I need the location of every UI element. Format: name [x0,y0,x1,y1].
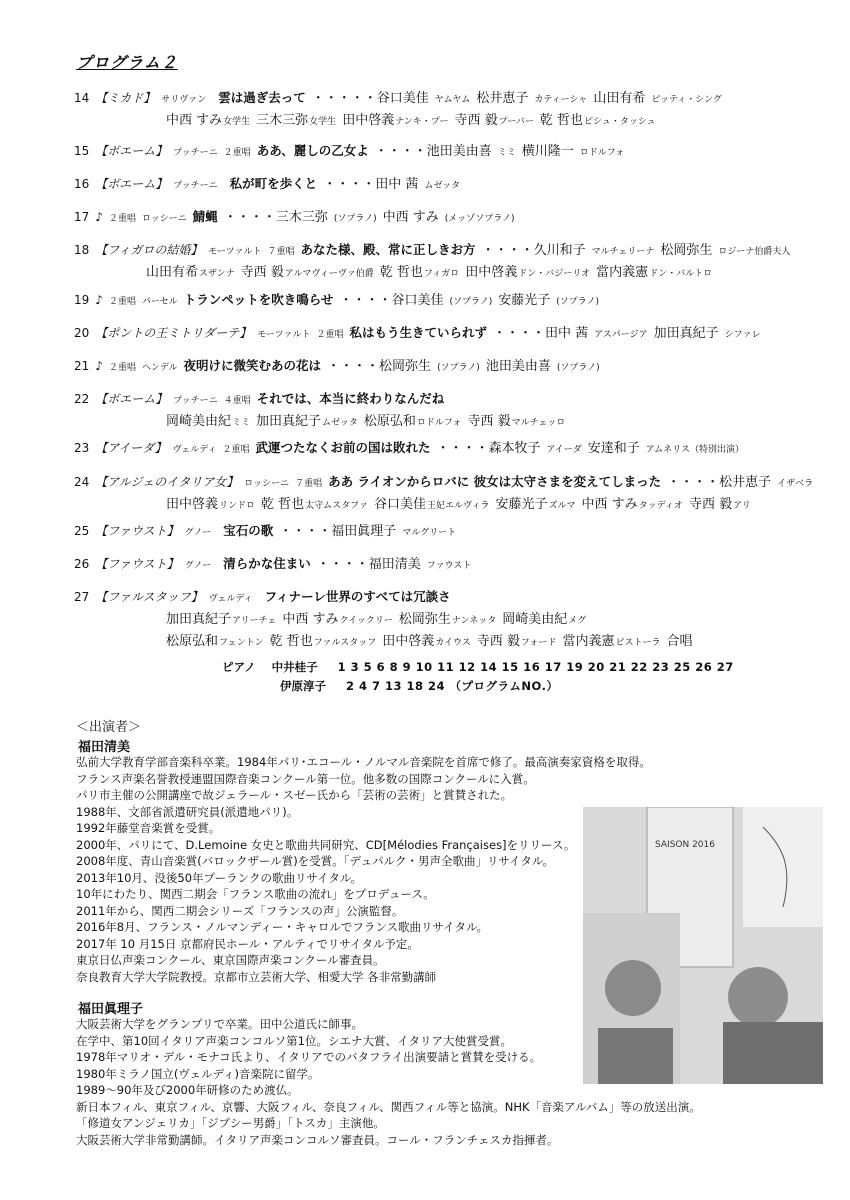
program-line [74,262,796,284]
item-part: ・・・・松岡弥生 [327,359,432,374]
item-part: ・・・・福田清美 [316,557,421,572]
performer-name: 當内義憲 [596,265,649,280]
item-part: ♪ [95,210,103,224]
item-part: 【ボエーム】 [95,144,168,158]
item-part: 【ファルスタッフ】 [95,590,203,604]
performer-name: 田中啓義 [342,113,395,128]
program-line [74,144,630,158]
item-number: 17 [74,210,90,224]
item-part: ロッシーニ [141,214,187,224]
item-part: ミミ [497,148,516,158]
role-name: マルチェッロ [511,418,566,428]
performer-name: 乾 哲也 [269,634,313,649]
program-item [74,554,477,576]
role-name: リンドロ [219,501,256,511]
bio-line: 1988年、文部省派遣研究員(派遣地パリ)。 [76,804,299,819]
item-number: 26 [74,557,90,571]
song-title: それでは、本当に終わりなんだね [256,391,445,406]
song-title: 宝石の歌 [223,523,274,538]
performer-name: 加田真紀子 [256,414,322,429]
performer-name: 三木三弥 [256,113,309,128]
program-line [74,475,819,489]
program-line [74,110,728,132]
performer-name: 寺西 毅 [688,497,733,512]
item-number: 18 [74,243,90,257]
song-title: 私が町を歩くと [229,176,318,191]
item-part: 安藤光子 [498,293,551,308]
item-part: シファレ [724,330,761,340]
program-item [74,356,606,378]
role-name: カイウス [435,638,471,648]
item-part: ロッシーニ [244,479,290,489]
performer-name: 田中啓義 [382,634,435,649]
item-part: (ソプラノ) [556,363,600,373]
poster-text: SAISON 2016 [655,840,715,850]
program-item [74,587,700,653]
song-title: ああ、麗しの乙女よ [256,143,369,158]
program-line [74,293,605,307]
program-item [74,174,466,196]
item-part: プッチーニ [173,396,218,406]
item-part: ピッティ・シング [651,95,722,105]
program-item [74,323,766,345]
program-line [74,494,819,516]
program-item [74,240,796,284]
item-number: 19 [74,293,90,307]
item-part: ♪ [95,359,103,373]
item-part: グノー [184,528,212,538]
item-part: 山田有希 [593,91,646,106]
bio-line: 10年にわたり、関西二期会「フランス歌曲の流れ」をプロデュース。 [76,887,435,901]
performer-name: 乾 哲也 [379,265,423,280]
item-part: ロドルフォ [579,148,625,158]
bio-line: 2008年度、青山音楽賞(バロックザール賞)を受賞。「デュパルク・男声全歌曲」リサイタル。 [76,854,554,868]
item-part: 【アイーダ】 [95,441,167,455]
program-line [74,557,477,571]
performer-name: 岡崎美由紀 [502,612,568,627]
item-number: 15 [74,144,90,158]
item-part: 【ポントの王ミトリダーテ】 [95,326,252,340]
item-part: ヴェルディ [208,594,253,604]
item-part: カティーシャ [534,95,588,105]
role-name: スザンナ [199,269,235,279]
role-name: フォード [520,638,557,648]
item-part: ・・・・田中 茜 [323,177,419,192]
item-part: (ソプラノ) [449,297,493,307]
program-line [74,177,466,191]
item-part: 【ボエーム】 [95,392,168,406]
bio-line: 2013年10月、没後50年プーランクの歌曲リサイタル。 [76,870,363,885]
program-item [74,472,819,516]
item-part: 【ファウスト】 [95,557,179,571]
role-name: フィガロ [423,269,460,279]
bio-line: 2011年から、関西二期会シリーズ「フランスの声」公演監督。 [76,903,404,918]
performer-name: 中西 すみ [166,113,223,128]
program-item [74,88,728,132]
bio-line: 2000年、パリにて、D.Lemoine 女史と歌曲共同研究、CD[Mélodies Françaises]をリリース。 [76,837,576,852]
item-part: 松井恵子 [476,91,529,106]
role-name: クイックリー [339,616,393,626]
item-part: アスパージア [594,330,648,340]
performer-name: 安藤光子 [495,497,548,512]
role-name: 女学生 [309,117,337,127]
item-part: ・・・・三木三弥 [223,210,328,225]
item-part: イザベラ [777,479,814,489]
item-number: 22 [74,392,90,406]
item-part: ・・・・田中 茜 [493,326,589,341]
bio-line: 東京日仏声楽コンクール、東京国際声楽コンクール審査員。 [76,953,385,967]
program-line [74,411,571,433]
item-number: 23 [74,441,90,455]
role-name: ナンキ・プー [395,117,449,127]
role-name: タッディオ [638,501,683,511]
item-part: ２重唱 [108,214,136,224]
role-name: ロドルフォ [416,418,462,428]
item-part: ２重唱 [223,148,251,158]
song-title: トランペットを吹き鳴らせ [183,292,334,307]
performer-name: 寺西 毅 [454,113,498,128]
item-part: 松岡弥生 [660,243,713,258]
performer-name: 寺西 毅 [467,414,511,429]
item-part: 【ミカド】 [95,91,156,105]
role-name: アリーチェ [232,616,277,626]
program-item [74,389,571,433]
item-part: 加田真紀子 [653,326,719,341]
item-part: パーセル [141,297,178,307]
role-name: ピストーラ [615,638,661,648]
bio-line: 1989～90年及び2000年研修のため渡仏。 [76,1083,299,1097]
item-part: マルグリート [402,528,457,538]
item-part: プッチーニ [173,181,218,191]
performer-name: 乾 哲也 [261,497,305,512]
program-line [74,91,728,105]
item-number: 21 [74,359,90,373]
item-part: 中西 すみ [382,210,439,225]
role-name: ファルスタッフ [313,638,377,648]
performer-name: 加田真紀子 [166,612,232,627]
item-part: 【アルジェのイタリア女】 [95,475,239,489]
program-item [74,141,630,163]
performer-name: 當内義憲 [562,634,615,649]
program-line [74,524,462,538]
program-line [74,590,469,604]
pianist-2: 伊原淳子 [280,679,326,693]
role-name: 太守ムスタファ [305,501,368,511]
bio-name-1: 福田清美 [78,740,131,755]
item-part: マルチェリーナ [591,247,655,257]
item-part: プッチーニ [173,148,218,158]
item-part: サリヴァン [161,95,207,105]
song-title: 武運つたなくお前の国は敗れた [255,440,431,455]
item-part: ヘンデル [141,363,178,373]
role-name: ミミ [232,418,251,428]
role-name: ドン・バルトロ [649,269,713,279]
item-part: ・・・・谷口美佳 [339,293,444,308]
item-part: ７重唱 [267,247,295,257]
song-title: 夜明けに微笑むあの花は [183,358,322,373]
program-line [74,359,606,373]
performer-name: 岡崎美由紀 [166,414,232,429]
program-line [74,243,796,257]
item-part: ２重唱 [316,330,344,340]
item-part: 安達和子 [587,441,640,456]
item-part: 【ファウスト】 [95,524,179,538]
performer-name: 松岡弥生 [398,612,451,627]
role-name: アルマヴィーヴァ伯爵 [284,269,374,279]
performer-name: 谷口美佳 [374,497,427,512]
item-number: 25 [74,524,90,538]
item-part: (ソプラノ) [437,363,480,373]
item-part: ヤムヤム [434,95,471,105]
bio-line: 新日本フィル、東京フィル、京響、大阪フィル、奈良フィル、関西フィル等と協演。NHK「音楽アルバム」等の放送出演。 [76,1099,701,1114]
performer-name: 山田有希 [146,265,199,280]
bio-line: 2017年 10 月15日 京都府民ホール・アルティでリサイタル予定。 [76,936,419,951]
role-name: ズルマ [548,501,576,511]
item-part: ７重唱 [295,479,323,489]
bio-line: 奈良教育大学大学院教授。京都市立芸術大学、相愛大学 各非常勤講師 [76,969,437,984]
performer-name: 松原弘和 [166,634,219,649]
bio-line: パリ市主催の公開講座で故ジェラール・スゼー氏から「芸術の芸術」と賞賛された。 [76,788,513,802]
bio-text-2 [76,1016,701,1148]
item-part: (メッゾソプラノ) [444,214,515,224]
song-title: ああ ライオンからロバに 彼女は太守さまを変えてしまった [328,474,662,489]
item-number: 20 [74,326,90,340]
bio-line: 大阪芸術大学をグランプリで卒業。田中公道氏に師事。 [76,1017,364,1031]
role-name: 王妃エルヴィラ [427,501,490,511]
role-name: メグ [568,616,587,626]
program-item [74,207,521,229]
item-part: アイーダ [546,445,582,455]
role-name: プーバー [498,117,534,127]
item-part: ・・・・森本牧子 [436,441,541,456]
item-part: (ソプラノ) [333,214,377,224]
item-part: グノー [184,561,212,571]
item-part: ♪ [95,293,103,307]
item-number: 27 [74,590,90,604]
item-part: 池田美由喜 [485,359,551,374]
item-number: 24 [74,475,90,489]
program-line [74,609,700,631]
bio-line: 「修道女アンジェリカ」「ジプシー男爵」「トスカ」主演他。 [76,1116,385,1130]
bio-line: 大阪芸術大学非常勤講師。イタリア声楽コンコルソ審査員。コール・フランチェスカ指揮者。 [76,1132,559,1147]
item-number: 16 [74,177,90,191]
performer-name: 中西 すみ [282,612,339,627]
item-part: (ソプラノ) [556,297,599,307]
item-part: モーツァルト [257,330,311,340]
song-title: 清らかな住まい [223,556,311,571]
program-item [74,438,750,460]
item-part: ２重唱 [222,445,250,455]
item-part: ・・・・福田眞理子 [279,524,397,539]
performer-name: 寺西 毅 [476,634,520,649]
item-part: 【フィガロの結婚】 [95,243,203,257]
performer-name: 寺西 毅 [240,265,284,280]
role-name: 女学生 [223,117,251,127]
role-name: ピシュ・タッシュ [584,117,656,127]
role-name: ナンネッタ [451,616,497,626]
bio-line: 弘前大学教育学部音楽科卒業。1984年パリ･エコール・ノルマル音楽院を首席で修了。最高演奏家資格を取得。 [76,755,651,769]
item-part: ・・・・松井恵子 [667,475,772,490]
performer-name: 田中啓義 [166,497,219,512]
program-line [74,392,474,406]
bio-text-1 [76,754,651,985]
cast-heading: ＜出演者＞ [76,720,142,735]
program-line [74,441,750,455]
program-line [74,210,521,224]
item-part: ・・・・・谷口美佳 [311,91,429,106]
item-part: ・・・・久川和子 [481,243,586,258]
item-part: ファウスト [426,561,472,571]
role-name: ムゼッタ [322,418,358,428]
item-part: 横川隆一 [521,144,574,159]
item-part: ２重唱 [108,363,136,373]
performer-name: 合唱 [666,634,693,649]
bio-line: 1992年藤堂音楽賞を受賞。 [76,821,221,835]
item-part: ロジーナ伯爵夫人 [718,247,791,257]
item-part: モーツァルト [208,247,262,257]
song-title: あなた様、殿、常に正しきお方 [300,242,476,257]
piano-label: ピアノ [222,660,256,674]
item-part: ヴェルディ [172,445,217,455]
performer-name: 中西 すみ [581,497,638,512]
item-part: ４重唱 [223,396,251,406]
song-title: 私はもう生きていられず [349,325,488,340]
bio-line: 1978年マリオ・デル・モナコ氏より、イタリアでのバタフライ出演要請と賞賛を受ける。 [76,1050,542,1064]
song-title: フィナーレ世界のすべては冗談さ [264,589,451,604]
item-part: ・・・・池田美由喜 [374,144,492,159]
item-part: 【ボエーム】 [95,177,168,191]
program-item [74,521,462,543]
pianist-1-numbers: 1 3 5 6 8 9 10 11 12 14 15 16 17 19 20 21 22 23 25 26 27 [337,660,734,674]
bio-line: 2016年8月、フランス・ノルマンディー・キャロルでフランス歌曲リサイタル。 [76,920,489,934]
piano-credits [222,658,734,696]
performer-name: 松原弘和 [363,414,416,429]
item-number: 14 [74,91,90,105]
bio-name-2: 福田眞理子 [78,1002,144,1017]
pianist-1: 中井桂子 [271,660,318,674]
page-title: プログラム２ [76,53,178,72]
song-title: 雲は過ぎ去って [218,90,306,105]
bio-line: フランス声楽名誉教授連盟国際音楽コンクール第一位。他多数の国際コンクールに入賞。 [76,771,535,786]
pianist-2-numbers: 2 4 7 13 18 24 （プログラムNO.） [346,679,559,693]
performer-name: 田中啓義 [465,265,518,280]
role-name: アリ [733,501,751,511]
role-name: フェントン [219,638,264,648]
song-title: 鯖蝿 [192,209,218,224]
item-part: ２重唱 [108,297,136,307]
item-part: ムゼッタ [424,181,461,191]
bio-line: 在学中、第10回イタリア声楽コンコルソ第1位。シエナ大賞、イタリア大使賞受賞。 [76,1033,512,1048]
program-line [74,631,700,653]
item-part: アムネリス（特別出演） [645,445,744,455]
performer-name: 乾 哲也 [539,113,584,128]
bio-line: 1980年ミラノ国立(ヴェルディ)音楽院に留学。 [76,1066,320,1081]
role-name: ドン・バジーリオ [518,269,591,279]
program-line [74,326,766,340]
program-item [74,290,605,312]
